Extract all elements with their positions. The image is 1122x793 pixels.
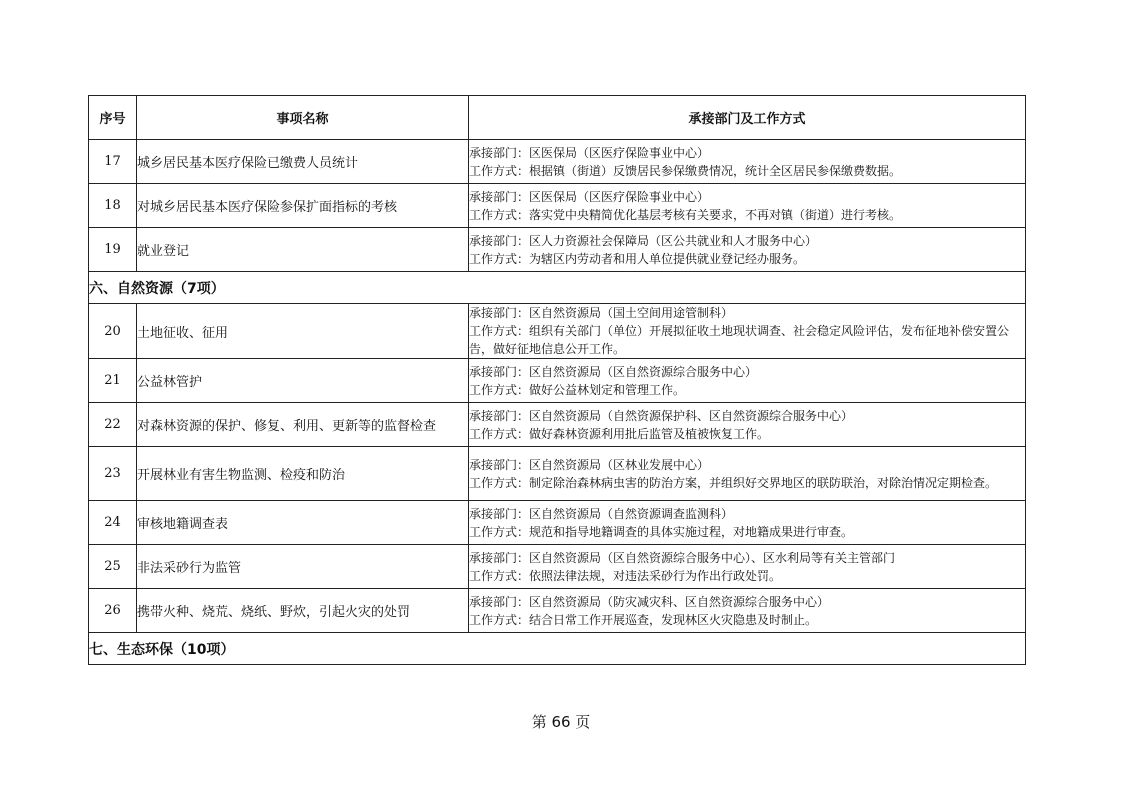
- row-number: 23: [89, 447, 137, 501]
- method-line: 工作方式：结合日常工作开展巡查，发现林区火灾隐患及时制止。: [469, 612, 818, 627]
- table-header-row: [89, 96, 1026, 140]
- method-line: 工作方式：制定除治森林病虫害的防治方案，并组织好交界地区的联防联治，对除治情况定期检查。: [469, 475, 998, 490]
- row-detail: [469, 304, 1026, 359]
- row-item-name: 开展林业有害生物监测、检疫和防治: [137, 447, 469, 501]
- row-item-name: 审核地籍调查表: [137, 501, 469, 545]
- method-line: 工作方式：落实党中央精简优化基层考核有关要求，不再对镇（街道）进行考核。: [469, 207, 902, 222]
- dept-line: 承接部门：区自然资源局（区自然资源综合服务中心）、区水利局等有关主管部门: [469, 550, 896, 565]
- row-detail: [469, 403, 1026, 447]
- row-item-name: 就业登记: [137, 228, 469, 272]
- row-number: 21: [89, 359, 137, 403]
- row-item-name: 土地征收、征用: [137, 304, 469, 359]
- method-line: 工作方式：依照法律法规，对违法采砂行为作出行政处罚。: [469, 568, 782, 583]
- dept-line: 承接部门：区自然资源局（区林业发展中心）: [469, 457, 710, 472]
- row-detail: [469, 140, 1026, 184]
- table-row: [89, 228, 1026, 272]
- row-detail: [469, 447, 1026, 501]
- row-detail: [469, 184, 1026, 228]
- table-row: [89, 184, 1026, 228]
- row-number: 17: [89, 140, 137, 184]
- header-dept-method: 承接部门及工作方式: [469, 96, 1026, 140]
- row-number: 22: [89, 403, 137, 447]
- dept-line: 承接部门：区医保局（区医疗保险事业中心）: [469, 189, 710, 204]
- row-number: 20: [89, 304, 137, 359]
- header-item-name: 事项名称: [137, 96, 469, 140]
- row-number: 26: [89, 589, 137, 633]
- table-row: [89, 589, 1026, 633]
- row-detail: [469, 589, 1026, 633]
- section-heading-ecology: 七、生态环保（10项）: [89, 633, 1026, 665]
- table-row: [89, 359, 1026, 403]
- method-line: 工作方式：规范和指导地籍调查的具体实施过程，对地籍成果进行审查。: [469, 524, 854, 539]
- row-detail: [469, 545, 1026, 589]
- row-item-name: 公益林管护: [137, 359, 469, 403]
- row-detail: [469, 228, 1026, 272]
- dept-line: 承接部门：区自然资源局（区自然资源综合服务中心）: [469, 364, 758, 379]
- section-row: [89, 272, 1026, 304]
- row-item-name: 对森林资源的保护、修复、利用、更新等的监督检查: [137, 403, 469, 447]
- method-line: 工作方式：根据镇（街道）反馈居民参保缴费情况，统计全区居民参保缴费数据。: [469, 163, 902, 178]
- table-row: [89, 501, 1026, 545]
- section-heading-natural-resources: 六、自然资源（7项）: [89, 272, 1026, 304]
- row-detail: [469, 501, 1026, 545]
- row-item-name: 城乡居民基本医疗保险已缴费人员统计: [137, 140, 469, 184]
- method-line: 工作方式：做好森林资源利用批后监管及植被恢复工作。: [469, 426, 770, 441]
- row-number: 19: [89, 228, 137, 272]
- page-number: 第 66 页: [531, 713, 591, 731]
- method-line: 工作方式：为辖区内劳动者和用人单位提供就业登记经办服务。: [469, 251, 806, 266]
- dept-line: 承接部门：区自然资源局（防灾减灾科、区自然资源综合服务中心）: [469, 594, 830, 609]
- table-row: [89, 140, 1026, 184]
- row-number: 24: [89, 501, 137, 545]
- dept-line: 承接部门：区医保局（区医疗保险事业中心）: [469, 145, 710, 160]
- table-row: [89, 304, 1026, 359]
- table-row: [89, 447, 1026, 501]
- method-line: 工作方式：做好公益林划定和管理工作。: [469, 382, 686, 397]
- items-table: [88, 95, 1026, 665]
- row-item-name: 非法采砂行为监管: [137, 545, 469, 589]
- row-item-name: 携带火种、烧荒、烧纸、野炊，引起火灾的处罚: [137, 589, 469, 633]
- method-line: 工作方式：组织有关部门（单位）开展拟征收土地现状调查、社会稳定风险评估，发布征地补偿安置公告，做好征地信息公开工作。: [469, 324, 1010, 356]
- dept-line: 承接部门：区自然资源局（国土空间用途管制科）: [469, 306, 734, 320]
- dept-line: 承接部门：区自然资源局（自然资源保护科、区自然资源综合服务中心）: [469, 408, 854, 423]
- dept-line: 承接部门：区人力资源社会保障局（区公共就业和人才服务中心）: [469, 233, 818, 248]
- row-number: 18: [89, 184, 137, 228]
- section-row: [89, 633, 1026, 665]
- table-row: [89, 545, 1026, 589]
- table-row: [89, 403, 1026, 447]
- dept-line: 承接部门：区自然资源局（自然资源调查监测科）: [469, 506, 734, 521]
- header-seq: 序号: [89, 96, 137, 140]
- row-detail: [469, 359, 1026, 403]
- row-item-name: 对城乡居民基本医疗保险参保扩面指标的考核: [137, 184, 469, 228]
- row-number: 25: [89, 545, 137, 589]
